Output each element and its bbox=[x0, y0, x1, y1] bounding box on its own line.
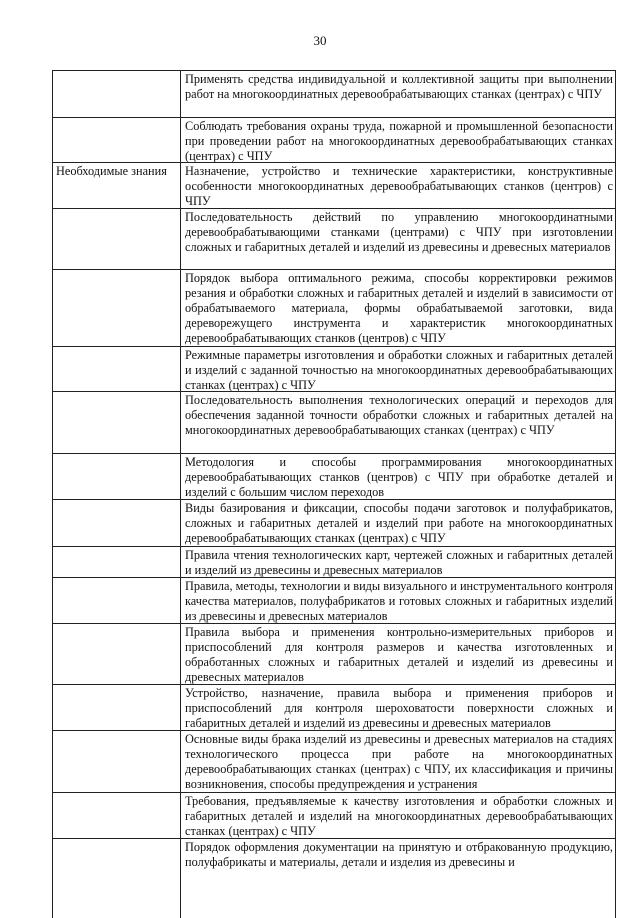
row-text: Требования, предъявляемые к качеству изготовления и обработки сложных и габаритных деталей и изделий на многокоординатных деревообрабатывающих станках (центрах) с ЧПУ bbox=[185, 794, 613, 838]
row-text: Соблюдать требования охраны труда, пожарной и промышленной безопасности при проведении работ на многокоординатных деревообрабатывающих станках (центрах) с ЧПУ bbox=[185, 119, 613, 163]
table-row bbox=[52, 684, 616, 730]
table-row bbox=[52, 162, 616, 208]
row-label bbox=[52, 793, 180, 794]
row-text: Правила выбора и применения контрольно-измерительных приборов и приспособлений для контроля размеров и качества изготовленных и обработанных сложных и габаритных деталей и изделий из древесины и древесных материалов bbox=[185, 625, 613, 684]
table-row bbox=[52, 792, 616, 838]
row-text: Режимные параметры изготовления и обработки сложных и габаритных деталей и изделий с заданной точностью на многокоординатных деревообрабатывающих станках (центрах) с ЧПУ bbox=[185, 348, 613, 392]
row-text: Виды базирования и фиксации, способы подачи заготовок и полуфабрикатов, сложных и габаритных деталей и изделий при работе на многокоординатных деревообрабатывающих станках (центрах) с ЧПУ bbox=[185, 501, 613, 545]
row-text: Правила, методы, технологии и виды визуального и инструментального контроля качества материалов, полуфабрикатов и готовых сложных и габаритных изделий из древесины и древесных материалов bbox=[185, 579, 613, 623]
row-text: Методология и способы программирования многокоординатных деревообрабатывающих станков (центров) с ЧПУ при обработке деталей и изделий с большим числом переходов bbox=[185, 455, 613, 499]
row-label bbox=[52, 270, 180, 271]
table-row bbox=[52, 453, 616, 499]
row-label bbox=[52, 624, 180, 625]
table-row bbox=[52, 546, 616, 577]
row-label bbox=[52, 547, 180, 548]
row-label bbox=[52, 839, 180, 840]
row-label bbox=[52, 392, 180, 393]
row-text: Последовательность действий по управлению многокоординатными деревообрабатывающими станками (центрами) с ЧПУ при изготовлении сложных и габаритных деталей и изделий из древесины и древесных материалов bbox=[185, 210, 613, 254]
table-row bbox=[52, 208, 616, 269]
row-text: Последовательность выполнения технологических операций и переходов для обеспечения заданной точности обработки сложных и габаритных деталей на многокоординатных деревообрабатывающих станках (центрах) с ЧПУ bbox=[185, 393, 613, 437]
row-text: Назначение, устройство и технические характеристики, конструктивные особенности многокоординатных деревообрабатывающих станков (центров) с ЧПУ bbox=[185, 164, 613, 208]
row-label bbox=[52, 500, 180, 501]
row-label bbox=[52, 209, 180, 210]
table-row bbox=[52, 499, 616, 546]
table-row bbox=[52, 346, 616, 391]
page-number: 30 bbox=[313, 33, 327, 48]
table-row bbox=[52, 838, 616, 918]
row-label bbox=[52, 685, 180, 686]
row-label bbox=[52, 71, 180, 72]
table-row bbox=[52, 730, 616, 792]
table-row bbox=[52, 391, 616, 453]
table-row bbox=[52, 623, 616, 684]
row-text: Основные виды брака изделий из древесины и древесных материалов на стадиях технологического процесса при работе на многокоординатных деревообрабатывающих станках (центрах) с ЧПУ, их классификация и причины возникновения, способы предупреждения и устранения bbox=[185, 732, 613, 791]
table-row bbox=[52, 117, 616, 162]
table-row bbox=[52, 577, 616, 623]
row-label bbox=[52, 454, 180, 455]
row-text: Правила чтения технологических карт, чертежей сложных и габаритных деталей и изделий из древесины и древесных материалов bbox=[185, 548, 613, 577]
row-text: Порядок выбора оптимального режима, способы корректировки режимов резания и обработки сложных и габаритных деталей и изделий в зависимости от обрабатываемого материала, формы обрабатываемой заготовки, вида дереворежущего инструмента и характеристик многокоординатных деревообрабатывающих станков (центров) с ЧПУ bbox=[185, 271, 613, 345]
row-text: Применять средства индивидуальной и коллективной защиты при выполнении работ на многокоординатных деревообрабатывающих станках (центрах) с ЧПУ bbox=[185, 72, 613, 101]
row-label bbox=[52, 347, 180, 348]
row-label bbox=[52, 731, 180, 732]
row-label bbox=[52, 118, 180, 119]
table-row bbox=[52, 70, 616, 117]
section-label-knowledge: Необходимые знания bbox=[56, 164, 167, 178]
row-text: Порядок оформления документации на принятую и отбракованную продукцию, полуфабрикаты и материалы, детали и изделия из древесины и bbox=[185, 840, 613, 869]
row-label bbox=[52, 578, 180, 579]
table-row bbox=[52, 269, 616, 346]
row-text: Устройство, назначение, правила выбора и применения приборов и приспособлений для контроля шероховатости поверхности сложных и габаритных деталей и изделий из древесины и древесных материалов bbox=[185, 686, 613, 730]
requirements-table bbox=[52, 70, 616, 918]
